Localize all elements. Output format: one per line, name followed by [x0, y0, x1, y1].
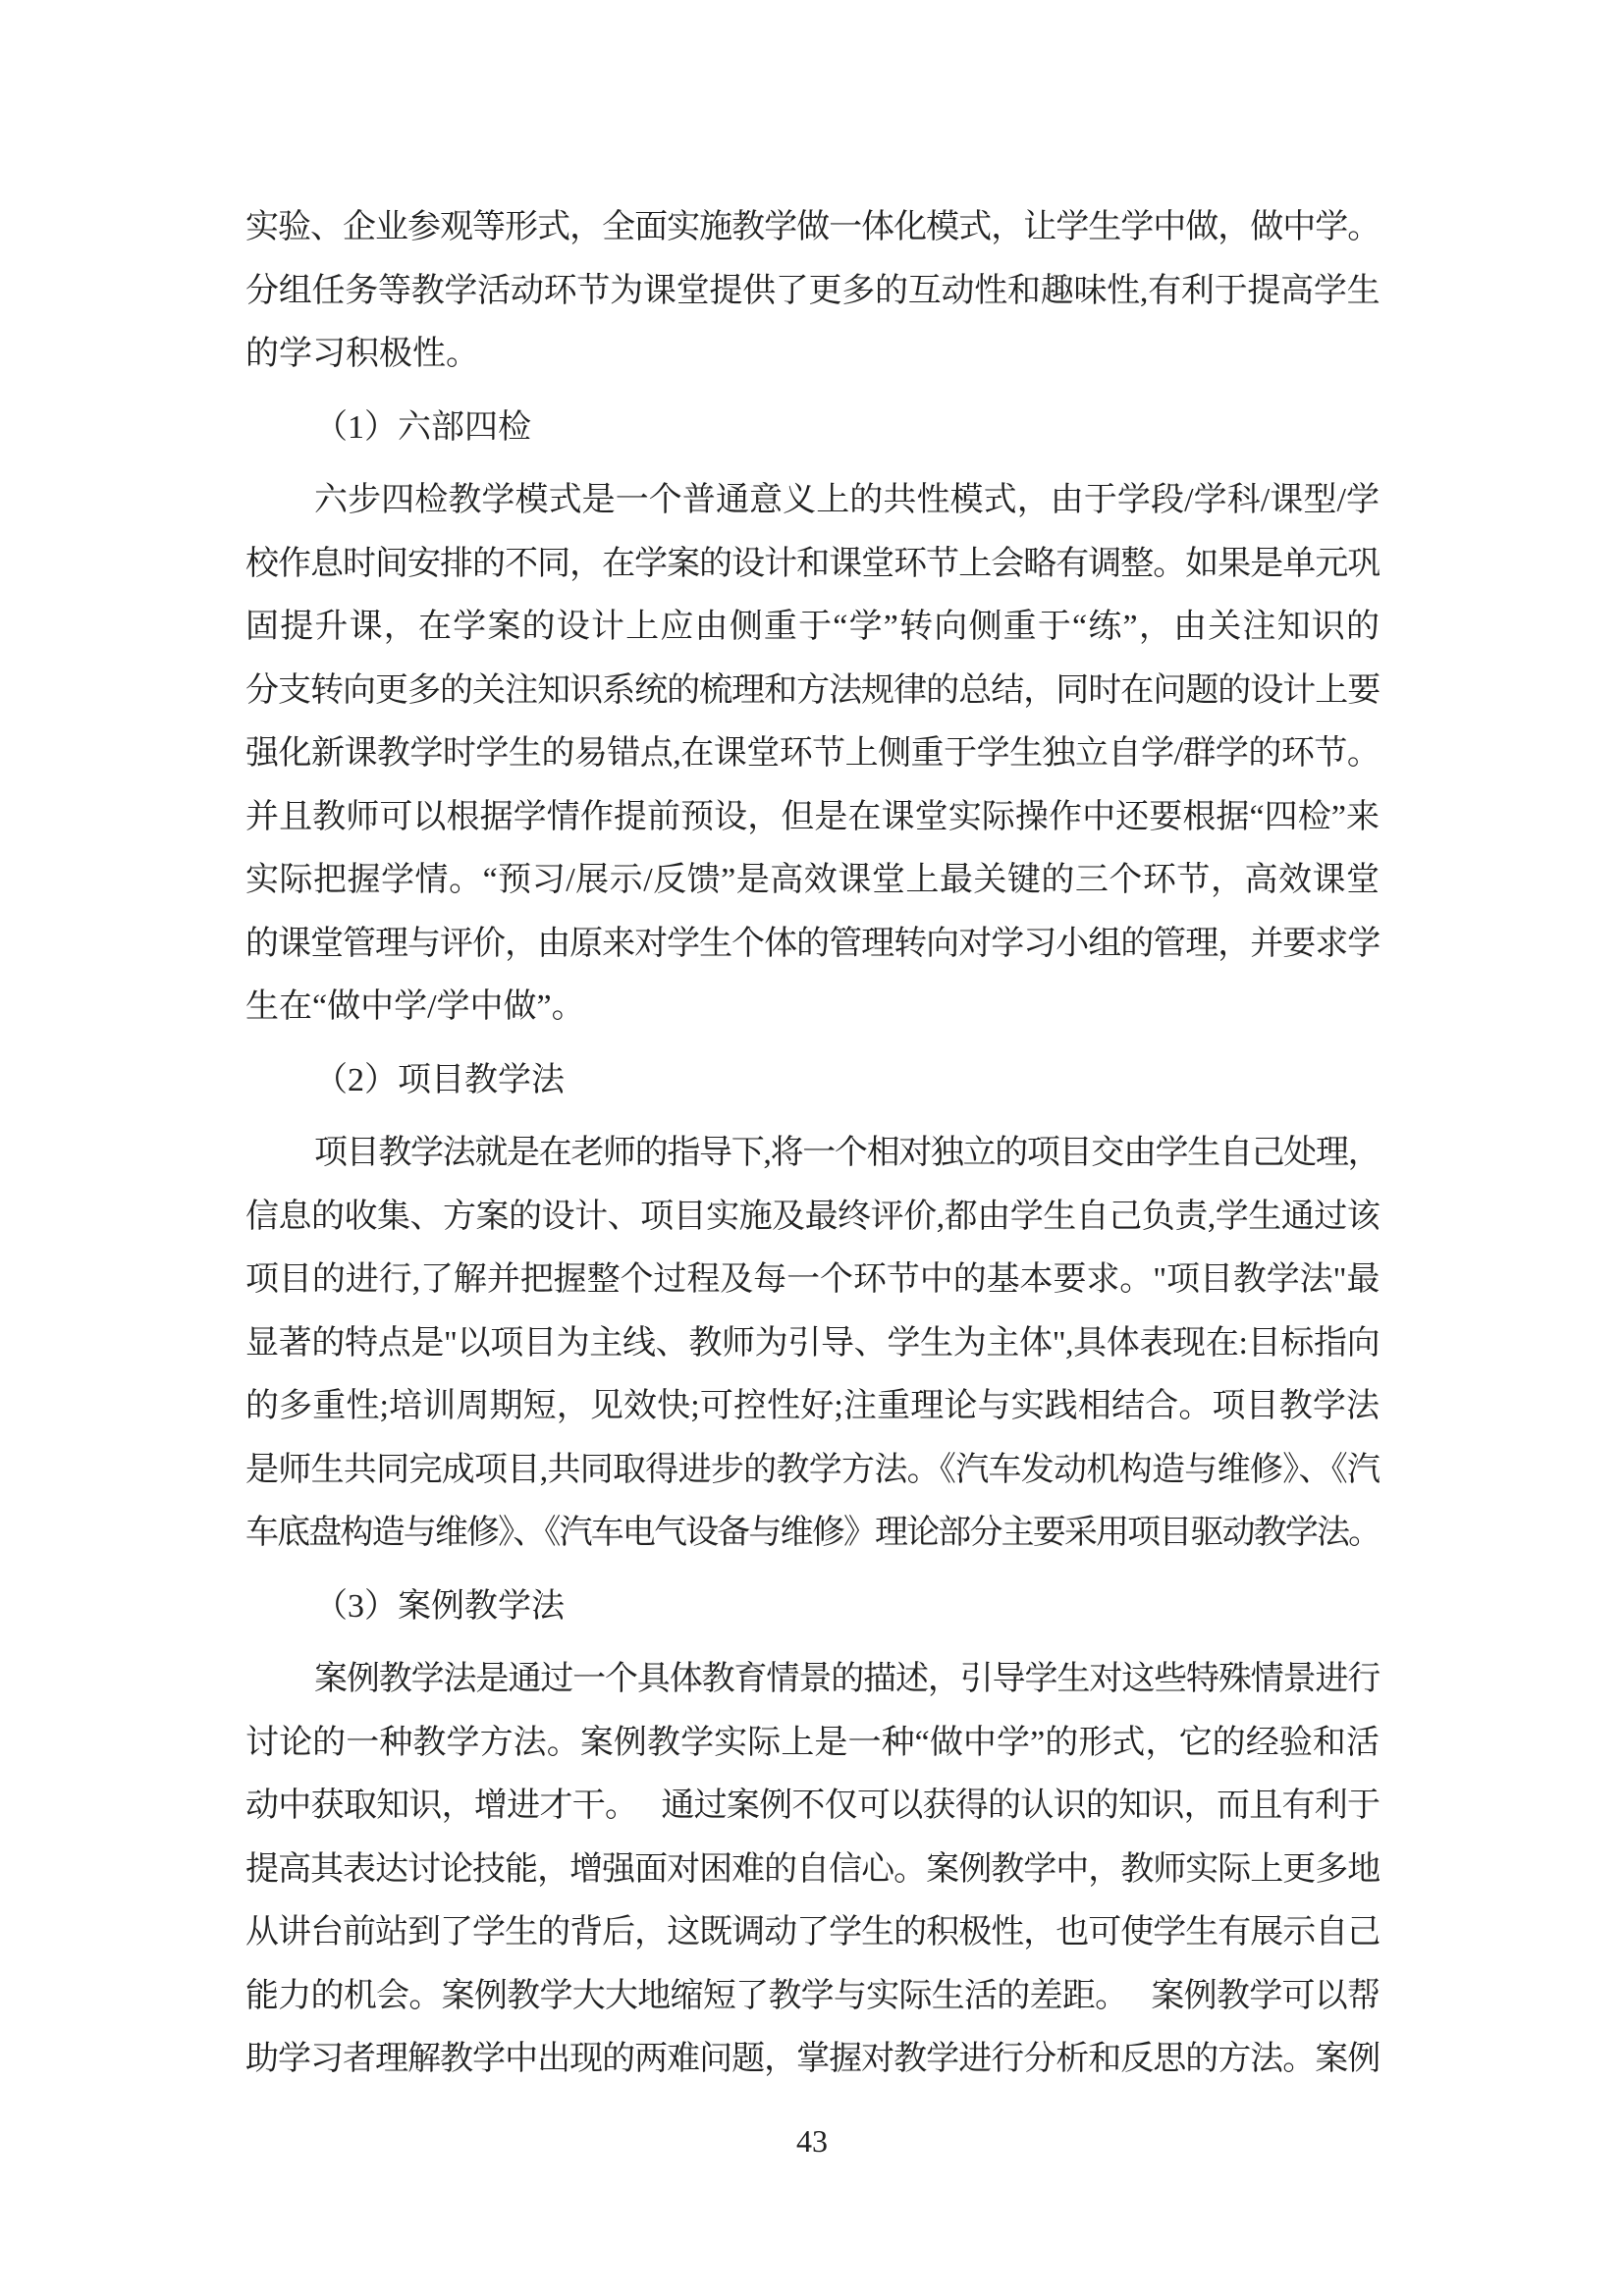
section-heading: （3）案例教学法 [314, 1587, 565, 1625]
text-line: 信息的收集、方案的设计、项目实施及最终评价,都由学生自己负责,学生通过该 [245, 1198, 1380, 1235]
text-line: 校作息时间安排的不同，在学案的设计和课堂环节上会略有调整。如果是单元巩 [245, 545, 1380, 582]
text-line: 分支转向更多的关注知识系统的梳理和方法规律的总结，同时在问题的设计上要 [245, 671, 1380, 709]
text-line: 显著的特点是"以项目为主线、教师为引导、学生为主体",具体表现在:目标指向 [245, 1324, 1380, 1362]
text-line: 能力的机会。案例教学大大地缩短了教学与实际生活的差距。 案例教学可以帮 [245, 1977, 1380, 2014]
section-heading: （1）六部四检 [314, 408, 531, 446]
section-heading: （2）项目教学法 [314, 1061, 565, 1098]
page-body-text [245, 196, 1380, 2092]
text-line: 案例教学法是通过一个具体教育情景的描述，引导学生对这些特殊情景进行 [314, 1661, 1380, 1697]
text-line: 的多重性;培训周期短，见效快;可控性好;注重理论与实践相结合。项目教学法 [245, 1388, 1380, 1424]
text-line: 项目的进行,了解并把握整个过程及每一个环节中的基本要求。"项目教学法"最 [245, 1261, 1380, 1298]
text-line: 实验、企业参观等形式，全面实施教学做一体化模式，让学生学中做，做中学。 [245, 209, 1380, 245]
text-line: 分组任务等教学活动环节为课堂提供了更多的互动性和趣味性,有利于提高学生 [245, 272, 1380, 309]
text-line: 车底盘构造与维修》、《汽车电气设备与维修》理论部分主要采用项目驱动教学法。 [245, 1515, 1380, 1551]
text-line: 六步四检教学模式是一个普通意义上的共性模式，由于学段/学科/课型/学 [314, 482, 1380, 518]
text-line: 的课堂管理与评价，由原来对学生个体的管理转向对学习小组的管理，并要求学 [245, 925, 1380, 962]
text-line: 并且教师可以根据学情作提前预设，但是在课堂实际操作中还要根据“四检”来 [245, 798, 1380, 835]
text-line: 提高其表达讨论技能，增强面对困难的自信心。案例教学中，教师实际上更多地 [245, 1850, 1380, 1888]
text-line: 讨论的一种教学方法。案例教学实际上是一种“做中学”的形式，它的经验和活 [245, 1724, 1380, 1761]
text-line: 从讲台前站到了学生的背后，这既调动了学生的积极性，也可使学生有展示自己 [245, 1914, 1380, 1950]
text-line: 强化新课教学时学生的易错点,在课堂环节上侧重于学生独立自学/群学的环节。 [245, 735, 1380, 772]
text-line: 固提升课，在学案的设计上应由侧重于“学”转向侧重于“练”，由关注知识的 [245, 609, 1380, 645]
text-line: 助学习者理解教学中出现的两难问题，掌握对教学进行分析和反思的方法。案例 [245, 2041, 1380, 2077]
text-line: 实际把握学情。“预习/展示/反馈”是高效课堂上最关键的三个环节，高效课堂 [245, 862, 1380, 898]
page-number-label: 43 [796, 2123, 828, 2159]
text-line: 项目教学法就是在老师的指导下,将一个相对独立的项目交由学生自己处理， [314, 1135, 1380, 1171]
text-line: 生在“做中学/学中做”。 [245, 988, 585, 1025]
text-line: 是师生共同完成项目,共同取得进步的教学方法。《汽车发动机构造与维修》、《汽 [245, 1451, 1380, 1488]
text-line: 的学习积极性。 [245, 336, 479, 372]
text-line: 动中获取知识，增进才干。 通过案例不仅可以获得的认识的知识，而且有利于 [245, 1788, 1380, 1824]
